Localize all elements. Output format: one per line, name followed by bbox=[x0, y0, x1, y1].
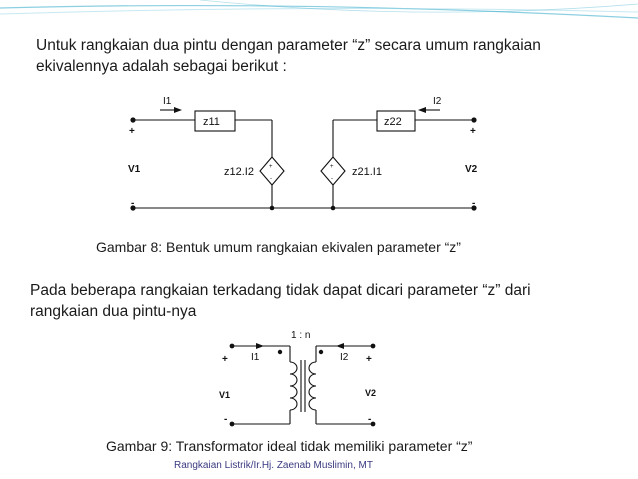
figure-8-caption: Gambar 8: Bentuk umum rangkaian ekivalen parameter “z” bbox=[96, 239, 461, 255]
intro-line-2: ekivalennya adalah sebagai berikut : bbox=[36, 58, 287, 75]
plus-right-top: + bbox=[470, 126, 476, 137]
para2-line-2: rangkaian dua pintu-nya bbox=[30, 303, 197, 320]
v2-label: V2 bbox=[465, 164, 478, 175]
current-i2-label: I2 bbox=[433, 96, 442, 107]
z12-i2-label: z12.I2 bbox=[224, 166, 254, 178]
i1-label: I1 bbox=[251, 352, 260, 363]
minus-left-bottom: - bbox=[131, 198, 135, 209]
v2-secondary-label: V2 bbox=[365, 388, 377, 398]
v1-label: V1 bbox=[128, 164, 141, 175]
footer-text: Rangkaian Listrik/Ir.Hj. Zaenab Muslimin, MT bbox=[174, 460, 373, 471]
source1-minus: - bbox=[270, 176, 272, 182]
para2-line-1: Pada beberapa rangkaian terkadang tidak dapat dicari parameter “z” dari bbox=[30, 282, 531, 299]
minus-right-bottom: - bbox=[472, 198, 476, 209]
dot-secondary bbox=[319, 350, 323, 354]
plus-primary: + bbox=[222, 354, 228, 365]
z21-i1-label: z21.I1 bbox=[352, 166, 382, 178]
z11-label: z11 bbox=[203, 116, 220, 128]
dot-primary bbox=[278, 350, 282, 354]
plus-secondary: + bbox=[366, 354, 372, 365]
v1-primary-label: V1 bbox=[219, 390, 231, 400]
i2-label: I2 bbox=[340, 352, 349, 363]
turns-ratio-label: 1 : n bbox=[291, 330, 311, 341]
intro-line-1: Untuk rangkaian dua pintu dengan parameter “z” secara umum rangkaian bbox=[36, 37, 541, 54]
source1-plus: + bbox=[269, 164, 273, 170]
minus-secondary: - bbox=[368, 414, 372, 425]
plus-left-top: + bbox=[129, 126, 135, 137]
source2-plus: + bbox=[330, 164, 334, 170]
figure-9-caption: Gambar 9: Transformator ideal tidak memiliki parameter “z” bbox=[106, 438, 473, 454]
current-i1-label: I1 bbox=[163, 96, 172, 107]
z22-label: z22 bbox=[384, 116, 402, 128]
minus-primary: - bbox=[224, 414, 228, 425]
source2-minus: - bbox=[331, 176, 333, 182]
